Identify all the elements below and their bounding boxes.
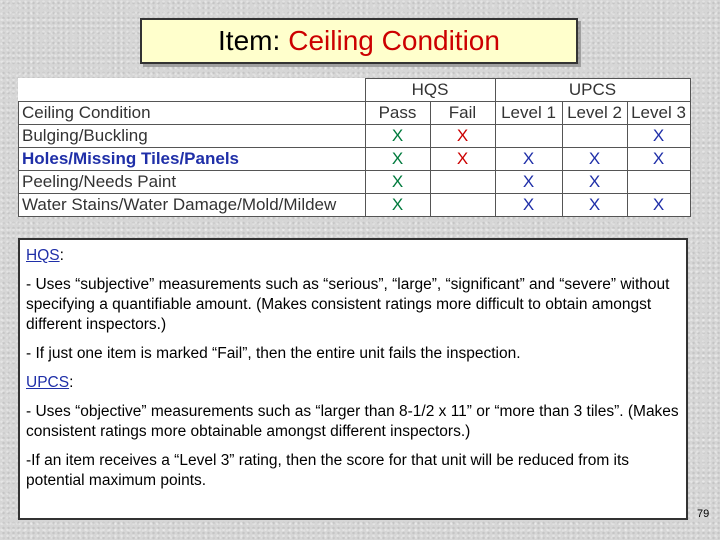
pass-mark: X xyxy=(365,125,430,148)
hqs-heading: HQS xyxy=(26,247,60,264)
group-header-hqs: HQS xyxy=(365,79,495,102)
hqs-bullet-1: - Uses “subjective” measurements such as “serious”, “large”, “significant” and “severe” without specifying a quantifiable amount. (Makes consistent ratings more difficult to obtain amongst different inspectors.) xyxy=(26,276,670,333)
pass-mark: X xyxy=(365,171,430,194)
col-header-level3: Level 3 xyxy=(627,102,690,125)
group-header-row xyxy=(19,79,691,102)
level1-mark: X xyxy=(495,194,562,217)
page-number: 79 xyxy=(697,508,710,520)
row-label: Holes/Missing Tiles/Panels xyxy=(19,148,366,171)
row-label: Water Stains/Water Damage/Mold/Mildew xyxy=(19,194,366,217)
level2-mark: X xyxy=(562,148,627,171)
level2-mark: X xyxy=(562,194,627,217)
fail-mark: X xyxy=(430,148,495,171)
pass-mark: X xyxy=(365,194,430,217)
table-row xyxy=(19,171,691,194)
col-header-level1: Level 1 xyxy=(495,102,562,125)
upcs-heading: UPCS xyxy=(26,374,70,391)
fail-mark xyxy=(430,194,495,217)
blank-corner xyxy=(19,79,366,102)
title-subject: Ceiling Condition xyxy=(288,25,500,56)
title-prefix: Item: xyxy=(218,25,281,56)
pass-mark: X xyxy=(365,148,430,171)
col-header-pass: Pass xyxy=(365,102,430,125)
group-header-upcs: UPCS xyxy=(495,79,690,102)
level2-mark: X xyxy=(562,171,627,194)
col-header-level2: Level 2 xyxy=(562,102,627,125)
level3-mark: X xyxy=(627,194,690,217)
upcs-heading-line: UPCS: xyxy=(26,374,74,391)
level3-mark: X xyxy=(627,125,690,148)
ceiling-condition-table xyxy=(18,78,691,217)
fail-mark: X xyxy=(430,125,495,148)
row-label: Bulging/Buckling xyxy=(19,125,366,148)
table-row xyxy=(19,125,691,148)
level3-mark: X xyxy=(627,148,690,171)
column-header-row xyxy=(19,102,691,125)
level3-mark xyxy=(627,171,690,194)
upcs-bullet-1: - Uses “objective” measurements such as “larger than 8-1/2 x 11” or “more than 3 tiles”. (Makes consistent ratings more obtainable amongst different inspectors.) xyxy=(26,403,679,440)
hqs-bullet-2: - If just one item is marked “Fail”, then the entire unit fails the inspection. xyxy=(26,345,521,362)
notes-box xyxy=(18,238,688,520)
col-header-fail: Fail xyxy=(430,102,495,125)
slide-title xyxy=(140,18,578,64)
level1-mark: X xyxy=(495,171,562,194)
fail-mark xyxy=(430,171,495,194)
table-row xyxy=(19,194,691,217)
row-label: Peeling/Needs Paint xyxy=(19,171,366,194)
upcs-bullet-2: -If an item receives a “Level 3” rating, then the score for that unit will be reduced from its potential maximum points. xyxy=(26,452,630,489)
level1-mark xyxy=(495,125,562,148)
hqs-heading-line: HQS: xyxy=(26,247,64,264)
table-row xyxy=(19,148,691,171)
level1-mark: X xyxy=(495,148,562,171)
level2-mark xyxy=(562,125,627,148)
col-header-condition: Ceiling Condition xyxy=(19,102,366,125)
